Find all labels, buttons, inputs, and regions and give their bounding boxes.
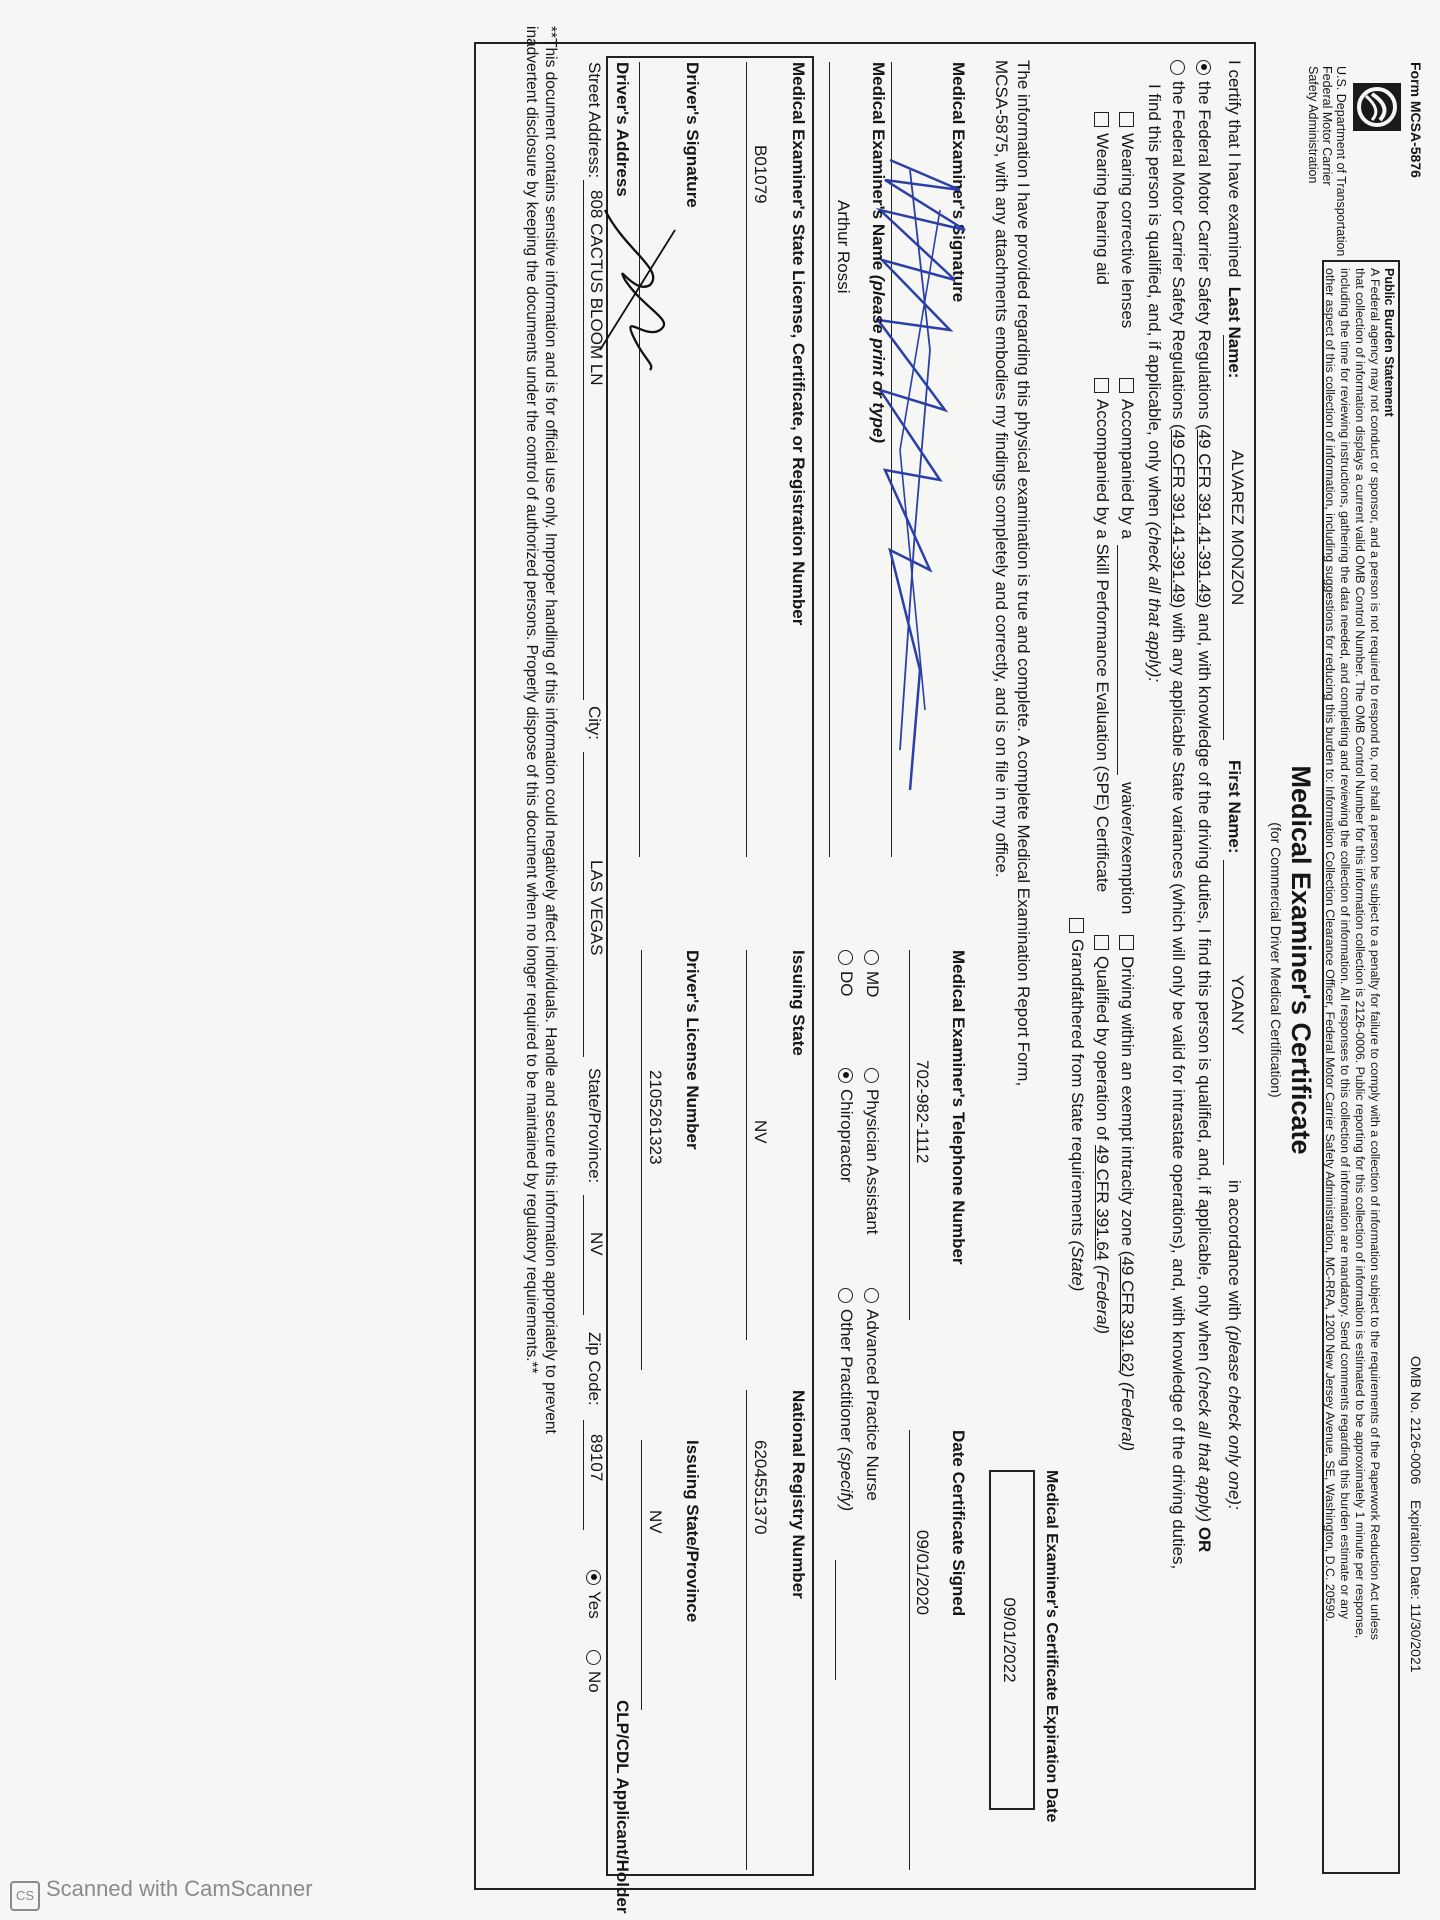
examiner-name-label-italic: (please print or type) bbox=[869, 274, 888, 444]
agency-line: U.S. Department of Transportation bbox=[1334, 66, 1348, 257]
driver-issuing-value: NV bbox=[646, 1510, 665, 1534]
clp-yes-option[interactable] bbox=[584, 1570, 604, 1619]
grandfathered-state: (State) bbox=[1068, 1240, 1087, 1292]
examiner-telephone-label: Medical Examiner's Telephone Number bbox=[949, 950, 968, 1265]
state-line bbox=[583, 1195, 584, 1315]
type-apn-radio[interactable] bbox=[864, 1288, 879, 1303]
examiner-name-line bbox=[829, 62, 830, 857]
telephone-line bbox=[909, 950, 910, 1320]
clp-yes-label: Yes bbox=[585, 1591, 604, 1619]
license-line bbox=[746, 62, 747, 857]
option-state-italic: (check all that apply): bbox=[1145, 521, 1164, 683]
expiration-value: 09/01/2022 bbox=[1000, 1597, 1019, 1683]
city-value: LAS VEGAS bbox=[587, 860, 606, 956]
dot-logo-icon bbox=[1352, 82, 1402, 132]
burden-line: other aspect of this collection of information, including suggestions for reducing this burden to: Information Collection Clearance Officer, Federal Motor Carrier Safety Administration, MC-RRA, 1200 New Jersey Avenue, SE, Washington, D.C. 20590. bbox=[1323, 268, 1337, 1622]
watermark-text: Scanned with CamScanner bbox=[46, 1876, 313, 1901]
driver-license-label: Driver's License Number bbox=[683, 950, 702, 1150]
driver-address-label: Driver's Address bbox=[613, 62, 632, 197]
option-state-text: the Federal Motor Carrier Safety Regulations ( bbox=[1169, 81, 1188, 430]
clp-no-option[interactable] bbox=[584, 1650, 604, 1693]
type-pa-radio[interactable] bbox=[864, 1068, 879, 1083]
type-chiropractor-option[interactable] bbox=[836, 1068, 856, 1183]
type-other-radio[interactable] bbox=[838, 1288, 853, 1303]
zip-line bbox=[583, 1420, 584, 1530]
type-chiropractor-radio[interactable] bbox=[838, 1068, 853, 1083]
cfr-reference: 49 CFR 391.41-391.49 bbox=[1195, 429, 1214, 603]
street-value: 808 CACTUS BLOOM LN bbox=[587, 190, 606, 386]
issuing-state-line bbox=[746, 950, 747, 1340]
notice-line: inadvertent disclosure by keeping the documents under the control of authorized persons. Properly dispose of this document when no longer required to be maintained by regulatory requirements.** bbox=[523, 26, 540, 1374]
certify-prefix: I certify that I have examined bbox=[1225, 60, 1244, 278]
burden-line: including the time for reviewing instructions, gathering the data needed, and completing and reviewing the collection of information. All responses to this collection of information are mandatory. Send comments regarding this burden estimate or any bbox=[1338, 268, 1352, 1620]
clp-no-label: No bbox=[585, 1671, 604, 1693]
sensitive-info-notice bbox=[522, 26, 560, 1434]
driver-license-value: 2105261323 bbox=[646, 1070, 665, 1165]
type-pa-label: Physician Assistant bbox=[863, 1089, 882, 1235]
burden-line: that collection of information displays a current valid OMB Control Number. The OMB Control Number for this information collection is 2126-0006. Public reporting for this collection of information is estimated to be approximately 1 minute per response, bbox=[1353, 268, 1367, 1639]
certify-suffix-italic: (please check only one): bbox=[1225, 1325, 1244, 1510]
type-md-option[interactable] bbox=[862, 950, 882, 997]
option-state-text: ) with any applicable State variances (which will only be valid for intrastate operations), and, with knowledge of the driving duties, bbox=[1169, 602, 1188, 1570]
city-line bbox=[583, 752, 584, 1057]
camscanner-icon: CS bbox=[10, 1881, 40, 1911]
driver-issuing-line bbox=[641, 1440, 642, 1710]
clp-no-radio[interactable] bbox=[586, 1650, 601, 1665]
examiner-signature-label: Medical Examiner's Signature bbox=[949, 62, 968, 303]
state-label: State/Province: bbox=[585, 1068, 604, 1184]
type-do-radio[interactable] bbox=[838, 950, 853, 965]
agency-line: Federal Motor Carrier bbox=[1320, 66, 1334, 186]
zip-label: Zip Code: bbox=[585, 1332, 604, 1406]
license-label: Medical Examiner's State License, Certificate, or Registration Number bbox=[789, 62, 808, 626]
spe-label: Accompanied by a Skill Performance Evaluation (SPE) Certificate bbox=[1093, 399, 1112, 893]
state-value: NV bbox=[587, 1232, 606, 1256]
clp-yes-radio[interactable] bbox=[586, 1570, 601, 1585]
certify-suffix-text: in accordance with bbox=[1225, 1180, 1244, 1321]
intracity-federal: ) (Federal) bbox=[1118, 1371, 1137, 1452]
zip-value: 89107 bbox=[587, 1434, 606, 1482]
type-other-specify: (specify) bbox=[837, 1446, 856, 1512]
option-federal-text: ) and, with knowledge of the driving duties, I find this person is qualified, and, if applicable, only when bbox=[1195, 602, 1214, 1362]
form-number: Form MCSA-5876 bbox=[1408, 62, 1424, 178]
burden-text bbox=[1322, 268, 1382, 1866]
examiner-name-value: Arthur Rossi bbox=[834, 200, 853, 294]
cfr-reference: 49 CFR 391.41-391.49 bbox=[1169, 429, 1188, 603]
option-federal-text: the Federal Motor Carrier Safety Regulations ( bbox=[1195, 81, 1214, 430]
driver-issuing-label: Issuing State/Province bbox=[683, 1440, 702, 1623]
last-name-value: ALVAREZ MONZON bbox=[1228, 450, 1247, 606]
expiration-date-header: Expiration Date: 11/30/2021 bbox=[1408, 1500, 1424, 1673]
notice-line: **This document contains sensitive information and is for official use only. Improper handling of this information could negatively affect individuals. Handle and secure this information appropriately to prevent bbox=[542, 26, 559, 1434]
agency-line: Safety Administration bbox=[1306, 66, 1320, 184]
date-signed-label: Date Certificate Signed bbox=[949, 1430, 968, 1617]
or-label: OR bbox=[1195, 1526, 1214, 1553]
qualified-federal: (Federal) bbox=[1093, 1265, 1112, 1335]
type-other-label: Other Practitioner bbox=[837, 1309, 856, 1443]
last-name-label: Last Name: bbox=[1225, 286, 1244, 379]
option-state-text: I find this person is qualified, and, if applicable, only when bbox=[1145, 84, 1164, 517]
type-chiropractor-label: Chiropractor bbox=[837, 1089, 856, 1183]
street-label: Street Address: bbox=[585, 62, 604, 179]
issuing-state-value: NV bbox=[751, 1120, 770, 1144]
type-other-option[interactable] bbox=[836, 1288, 856, 1511]
type-apn-label: Advanced Practice Nurse bbox=[863, 1309, 882, 1501]
driver-license-line bbox=[641, 950, 642, 1370]
option-federal-italic: (check all that apply) bbox=[1195, 1366, 1214, 1523]
type-md-label: MD bbox=[863, 971, 882, 998]
examiner-telephone-value: 702-982-1112 bbox=[913, 1060, 932, 1164]
public-burden-statement bbox=[1322, 260, 1400, 1874]
hearing-aid-label: Wearing hearing aid bbox=[1093, 133, 1112, 285]
cfr-reference: 49 CFR 391.64 bbox=[1093, 1145, 1112, 1261]
type-pa-option[interactable] bbox=[862, 1068, 882, 1235]
date-signed-value: 09/01/2020 bbox=[913, 1530, 932, 1616]
examiner-name-label-text: Medical Examiner's Name bbox=[869, 62, 888, 271]
burden-title: Public Burden Statement bbox=[1382, 268, 1396, 417]
city-label: City: bbox=[585, 706, 604, 740]
examiner-name-label bbox=[868, 62, 888, 443]
waiver-label: Accompanied by a bbox=[1118, 399, 1137, 539]
driver-signature-label: Driver's Signature bbox=[683, 62, 702, 208]
burden-line: A Federal agency may not conduct or sponsor, and a person is not required to respond to, nor shall a person be subject to a penalty for failure to comply with a collection of information subject to the requirements of the Paperwork Reduction Act unless bbox=[1368, 268, 1382, 1641]
first-name-value: YOANY bbox=[1228, 975, 1247, 1035]
driver-signature-line bbox=[639, 62, 640, 857]
certificate-subtitle: (for Commercial Driver Medical Certification) bbox=[1268, 822, 1284, 1098]
attestation-line: MCSA-5875, with any attachments embodies my findings completely and correctly, and is on file in my office. bbox=[992, 60, 1011, 878]
waiver-exemption-text: waiver/exemption bbox=[1118, 782, 1137, 915]
license-value: B01079 bbox=[751, 145, 770, 204]
type-other-line bbox=[835, 1560, 836, 1680]
registry-label: National Registry Number bbox=[789, 1390, 808, 1599]
type-do-label: DO bbox=[837, 971, 856, 997]
certificate-title: Medical Examiner's Certificate bbox=[1286, 765, 1316, 1155]
registry-value: 6204551370 bbox=[751, 1440, 770, 1535]
omb-number: OMB No. 2126-0006 bbox=[1408, 1356, 1424, 1485]
clp-cdl-label: CLP/CDL Applicant/Holder bbox=[613, 1700, 632, 1914]
type-md-radio[interactable] bbox=[864, 950, 879, 965]
expiration-label: Medical Examiner's Certificate Expiration Date bbox=[1043, 1470, 1060, 1823]
grandfathered-label: Grandfathered from State requirements bbox=[1068, 939, 1087, 1236]
intracity-label: Driving within an exempt intracity zone ( bbox=[1118, 956, 1137, 1257]
cfr-reference: 49 CFR 391.62 bbox=[1118, 1256, 1137, 1372]
street-line bbox=[583, 180, 584, 700]
qualified-label: Qualified by operation of bbox=[1093, 956, 1112, 1141]
scanner-watermark bbox=[10, 1876, 313, 1911]
registry-line bbox=[746, 1390, 747, 1870]
issuing-state-label: Issuing State bbox=[789, 950, 808, 1056]
corrective-lenses-label: Wearing corrective lenses bbox=[1118, 133, 1137, 329]
date-signed-line bbox=[909, 1430, 910, 1870]
attestation-line: The information I have provided regarding this physical examination is true and complete. A complete Medical Examination Report Form, bbox=[1014, 60, 1033, 1087]
type-do-option[interactable] bbox=[836, 950, 856, 997]
type-apn-option[interactable] bbox=[862, 1288, 882, 1501]
first-name-label: First Name: bbox=[1225, 760, 1244, 854]
